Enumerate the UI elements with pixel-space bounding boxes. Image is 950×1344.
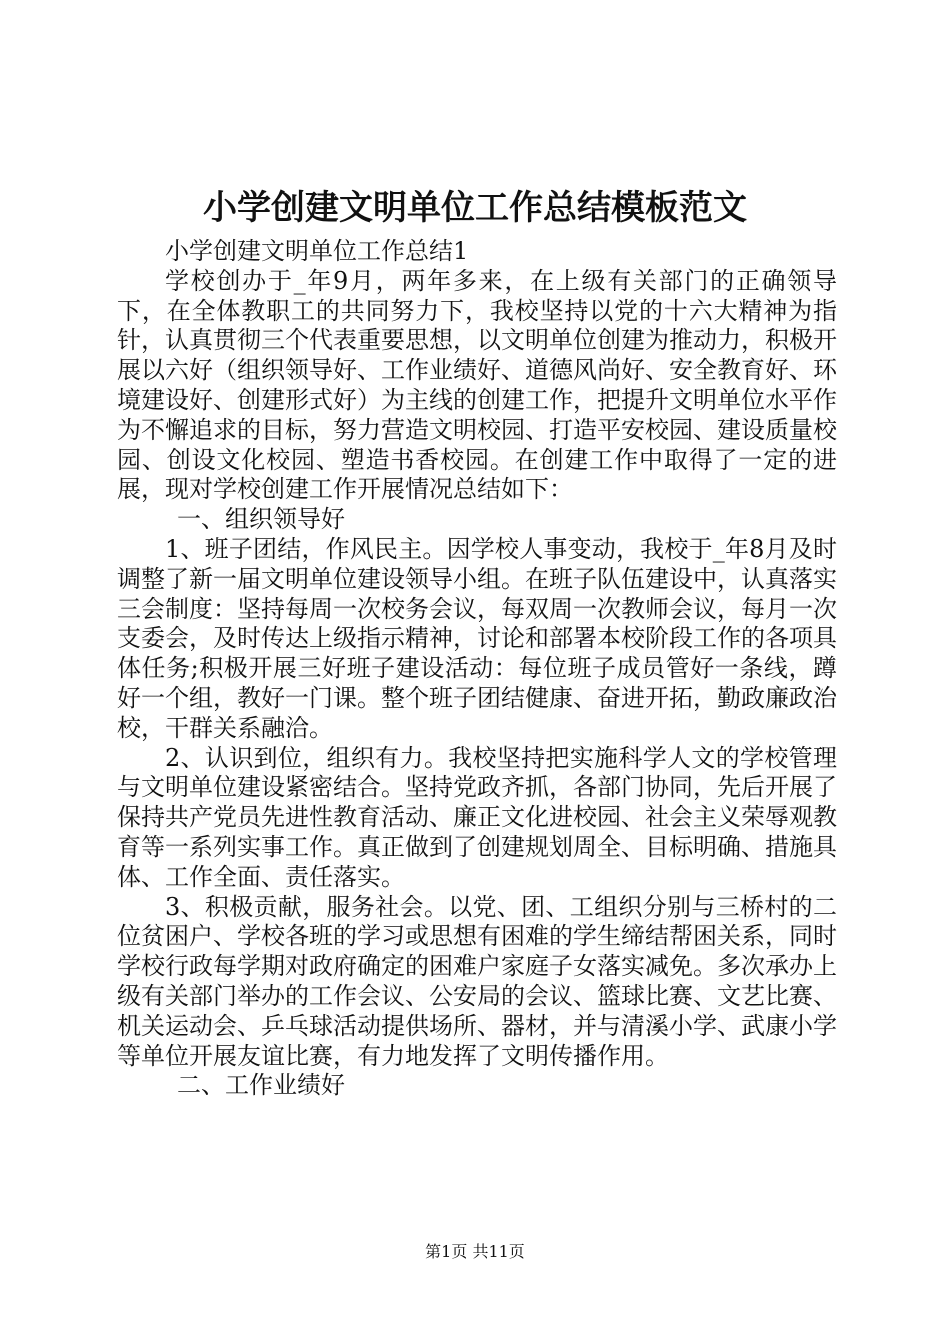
paragraph-1: 1、班子团结，作风民主。因学校人事变动，我校于_年8月及时调整了新一届文明单位建设领导小组。在班子队伍建设中，认真落实三会制度：坚持每周一次校务会议，每双周一次教师会议，每月一次支委会，及时传达上级指示精神，讨论和部署本校阶段工作的各项具体任务;积极开展三好班子建设活动：每位班子成员管好一条线，蹲好一个组，教好一门课。整个班子团结健康、奋进开拓，勤政廉政治校，干群关系融洽。 bbox=[117, 534, 837, 742]
page-footer: 第1页 共11页 bbox=[425, 1242, 525, 1261]
paragraph-3: 3、积极贡献，服务社会。以党、团、工组织分别与三桥村的二位贫困户、学校各班的学习或思想有困难的学生缔结帮困关系，同时学校行政每学期对政府确定的困难户家庭子女落实减免。多次承办上级有关部门举办的工作会议、公安局的会议、篮球比赛、文艺比赛、机关运动会、乒乓球活动提供场所、器材，并与清溪小学、武康小学等单位开展友谊比赛，有力地发挥了文明传播作用。 bbox=[117, 892, 837, 1070]
paragraph-2: 2、认识到位，组织有力。我校坚持把实施科学人文的学校管理与文明单位建设紧密结合。坚持党政齐抓，各部门协同，先后开展了保持共产党员先进性教育活动、廉正文化进校园、社会主义荣辱观教育等一系列实事工作。真正做到了创建规划周全、目标明确、措施具体、工作全面、责任落实。 bbox=[117, 743, 837, 891]
document-body bbox=[117, 237, 837, 1101]
paragraph-intro: 学校创办于_年9月，两年多来，在上级有关部门的正确领导下，在全体教职工的共同努力下，我校坚持以党的十六大精神为指针，认真贯彻三个代表重要思想，以文明单位创建为推动力，积极开展以六好（组织领导好、工作业绩好、道德风尚好、安全教育好、环境建设好、创建形式好）为主线的创建工作，把提升文明单位水平作为不懈追求的目标，努力营造文明校园、打造平安校园、建设质量校园、创设文化校园、塑造书香校园。在创建工作中取得了一定的进展，现对学校创建工作开展情况总结如下： bbox=[117, 266, 837, 504]
document-title: 小学创建文明单位工作总结模板范文 bbox=[203, 188, 747, 228]
section-subtitle: 小学创建文明单位工作总结1 bbox=[165, 237, 469, 265]
section-heading-1: 一、组织领导好 bbox=[177, 505, 345, 534]
section-heading-2: 二、工作业绩好 bbox=[177, 1071, 345, 1100]
